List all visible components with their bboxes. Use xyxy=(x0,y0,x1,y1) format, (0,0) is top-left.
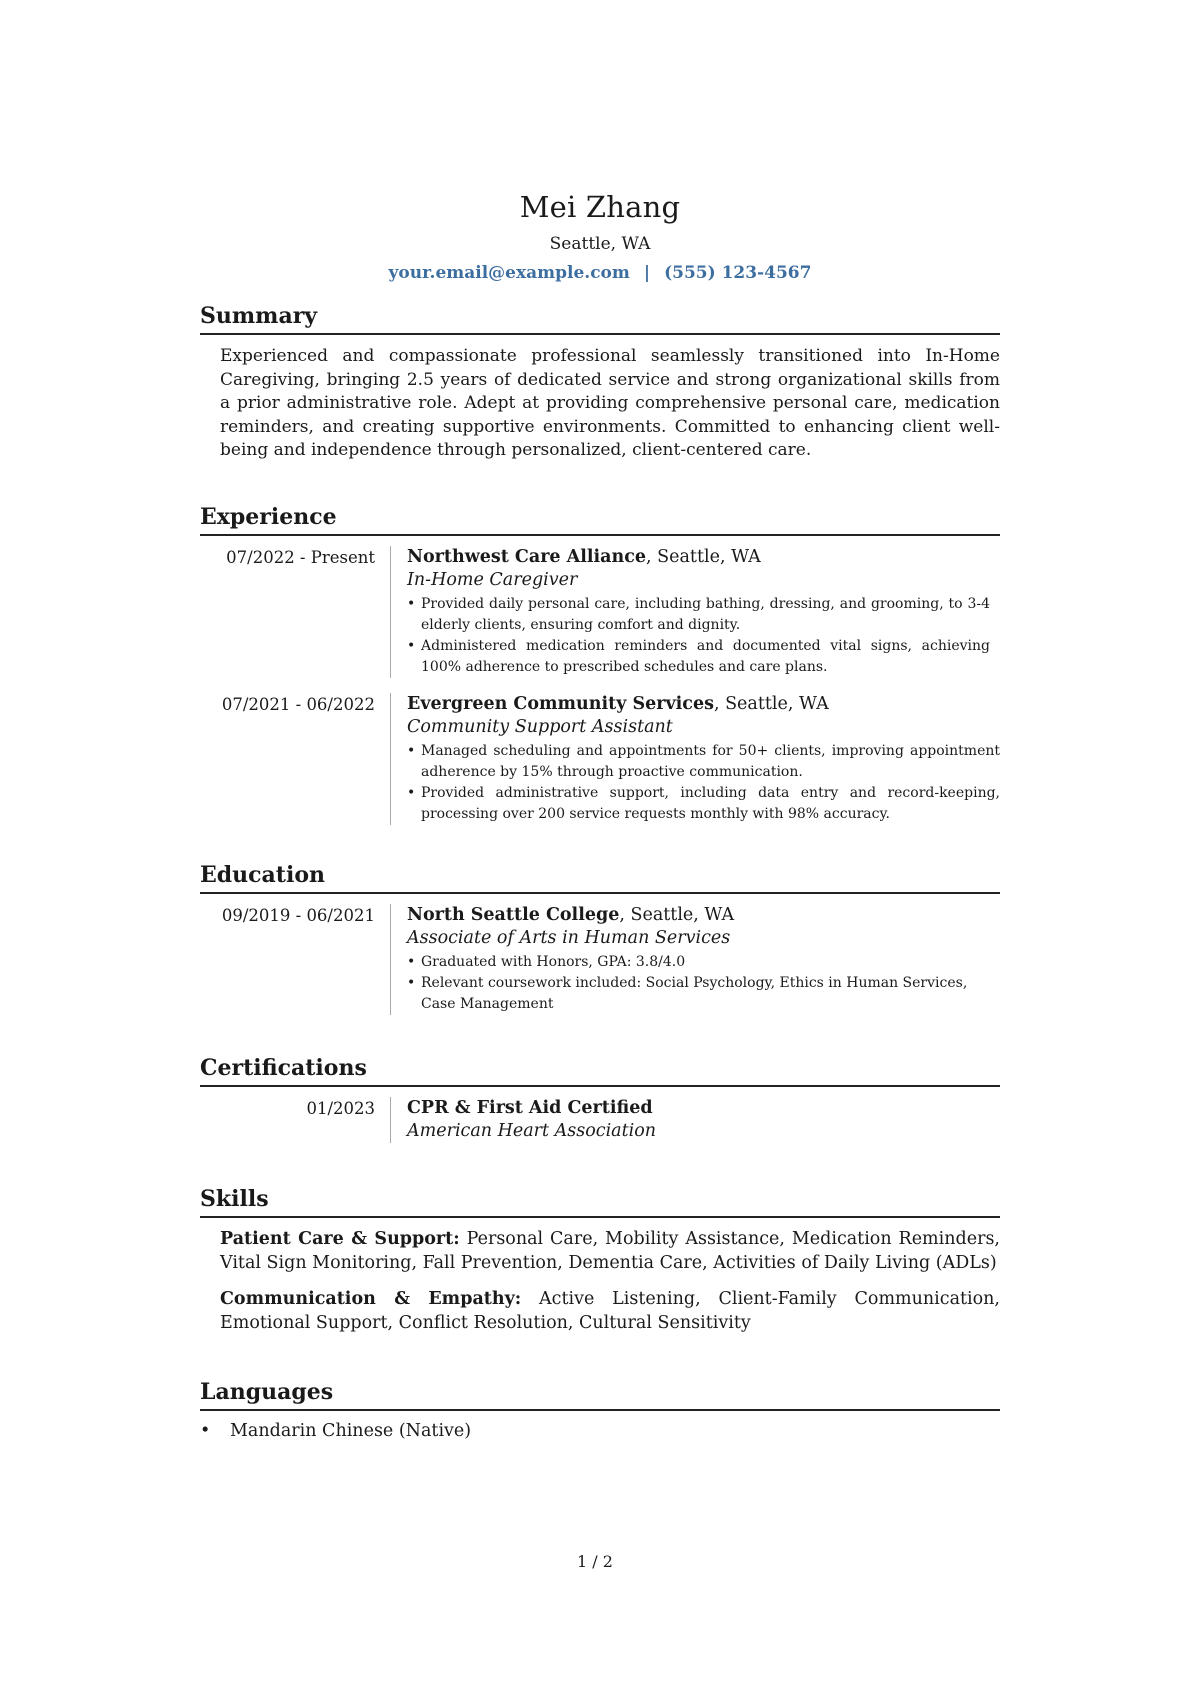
organization-name: Northwest Care Alliance xyxy=(407,547,647,567)
entry-organization xyxy=(407,546,1000,569)
entry-issuer: American Heart Association xyxy=(407,1121,657,1141)
entry-date: 07/2021 - 06/2022 xyxy=(221,695,375,714)
list-item: • Provided administrative support, including data entry and record-keeping, processing over 200 service requests monthly with 98% accuracy. xyxy=(407,783,1000,825)
experience-entry xyxy=(200,546,1000,678)
organization-location: , Seattle, WA xyxy=(646,547,761,567)
page-number: 1 / 2 xyxy=(577,1552,613,1571)
list-item: • Relevant coursework included: Social Psychology, Ethics in Human Services, Case Management xyxy=(407,973,970,1015)
phone-link[interactable]: (555) 123-4567 xyxy=(664,263,812,283)
entry-role: In-Home Caregiver xyxy=(407,570,578,590)
entry-bullets xyxy=(407,952,1000,1015)
list-item: • Mandarin Chinese (Native) xyxy=(200,1421,1000,1441)
languages-section xyxy=(200,1378,1000,1441)
certification-name: CPR & First Aid Certified xyxy=(407,1098,653,1118)
section-title-experience: Experience xyxy=(200,503,1000,536)
experience-section xyxy=(200,503,1000,825)
skills-section xyxy=(200,1185,1000,1335)
contact-separator: | xyxy=(643,263,651,283)
section-title-education: Education xyxy=(200,861,1000,894)
candidate-name: Mei Zhang xyxy=(519,190,681,224)
entry-date: 01/2023 xyxy=(306,1099,375,1118)
entry-body xyxy=(390,546,1000,678)
skill-text: Personal Care, Mobility Assistance, Medication Reminders, Vital Sign Monitoring, Fall Prevention, Dementia Care, Activities of Daily Living (ADLs) xyxy=(220,1229,1000,1273)
skill-text: Active Listening, Client-Family Communication, Emotional Support, Conflict Resolution, Cultural Sensitivity xyxy=(220,1289,1000,1333)
skill-label: Communication & Empathy: xyxy=(220,1289,522,1309)
entry-body xyxy=(390,693,1000,825)
organization-location: , Seattle, WA xyxy=(619,905,735,925)
certification-entry xyxy=(200,1097,1000,1143)
organization-location: , Seattle, WA xyxy=(713,694,829,714)
skill-group xyxy=(220,1228,1000,1275)
entry-role: Associate of Arts in Human Services xyxy=(407,928,731,948)
entry-body xyxy=(390,1097,1000,1143)
organization-name: Evergreen Community Services xyxy=(407,694,714,714)
education-entry xyxy=(200,904,1000,1015)
entry-bullets xyxy=(407,741,1000,825)
entry-body xyxy=(390,904,1000,1015)
candidate-location: Seattle, WA xyxy=(549,234,651,254)
entry-date: 09/2019 - 06/2021 xyxy=(221,906,375,925)
summary-text: Experienced and compassionate professional seamlessly transitioned into In-Home Caregiving, bringing 2.5 years of dedicated service and strong organizational skills from a prior administrative role. Adept at providing comprehensive personal care, medication reminders, and creating supportive environments. Committed to enhancing client well-being and independence through personalized, client-centered care. xyxy=(220,346,1000,460)
section-title-skills: Skills xyxy=(200,1185,1000,1218)
entry-organization xyxy=(407,1097,1000,1120)
languages-list xyxy=(200,1421,1000,1441)
skill-group xyxy=(220,1288,1000,1335)
list-item: • Administered medication reminders and documented vital signs, achieving 100% adherence to prescribed schedules and care plans. xyxy=(407,636,990,678)
list-item: • Provided daily personal care, including bathing, dressing, and grooming, to 3-4 elderly clients, ensuring comfort and dignity. xyxy=(407,594,990,636)
section-title-certifications: Certifications xyxy=(200,1054,1000,1087)
entry-organization xyxy=(407,904,1000,927)
email-link[interactable]: your.email@example.com xyxy=(388,263,630,283)
entry-date: 07/2022 - Present xyxy=(226,548,375,567)
entry-role: Community Support Assistant xyxy=(407,717,673,737)
list-item: • Graduated with Honors, GPA: 3.8/4.0 xyxy=(407,952,970,973)
experience-entry xyxy=(200,693,1000,825)
entry-organization xyxy=(407,693,1000,716)
certifications-section xyxy=(200,1054,1000,1143)
organization-name: North Seattle College xyxy=(407,905,620,925)
education-section xyxy=(200,861,1000,1015)
list-item: • Managed scheduling and appointments for 50+ clients, improving appointment adherence by 15% through proactive communication. xyxy=(407,741,1000,783)
skill-label: Patient Care & Support: xyxy=(220,1229,460,1249)
entry-bullets xyxy=(407,594,1000,678)
summary-section xyxy=(200,302,1000,463)
contact-line xyxy=(200,263,1000,283)
section-title-summary: Summary xyxy=(200,302,1000,335)
section-title-languages: Languages xyxy=(200,1378,1000,1411)
